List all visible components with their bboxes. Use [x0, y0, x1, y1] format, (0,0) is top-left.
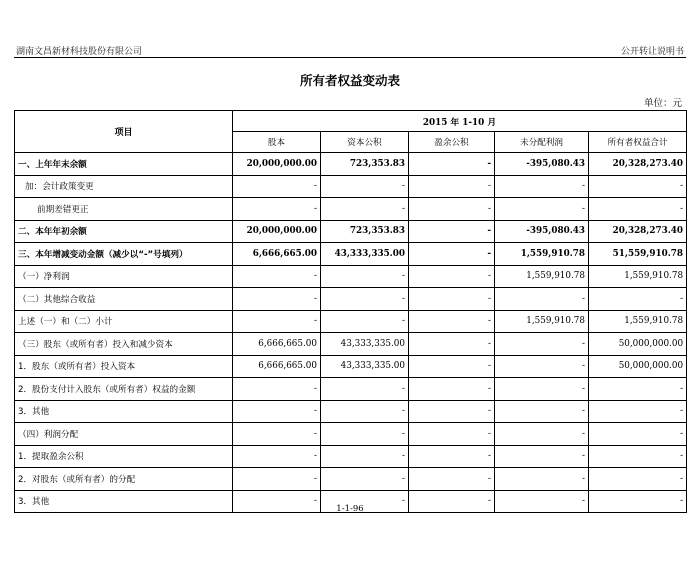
cell-value: -	[321, 490, 409, 513]
table-header-row	[15, 111, 687, 132]
cell-value: 1,559,910.78	[589, 265, 687, 288]
row-label: 三、本年增减变动金额（减少以“-”号填列）	[15, 243, 233, 266]
cell-value: -	[495, 355, 589, 378]
equity-change-table	[14, 110, 687, 513]
cell-value: 43,333,335.00	[321, 355, 409, 378]
cell-value: -	[233, 310, 321, 333]
cell-value: 1,559,910.78	[495, 243, 589, 266]
row-label: 3．其他	[15, 400, 233, 423]
cell-value: -	[233, 198, 321, 221]
cell-value: 1,559,910.78	[589, 310, 687, 333]
cell-value: -	[589, 445, 687, 468]
cell-value: -	[589, 198, 687, 221]
cell-value: -	[321, 378, 409, 401]
cell-value: -	[589, 288, 687, 311]
row-label: 二、本年年初余额	[15, 220, 233, 243]
cell-value: -	[233, 378, 321, 401]
cell-value: -	[409, 400, 495, 423]
unit-label: 单位：元	[643, 98, 682, 109]
table-row	[15, 355, 687, 378]
cell-value: -	[495, 378, 589, 401]
cell-value: -	[495, 198, 589, 221]
table-row	[15, 220, 687, 243]
row-label: 2．对股东（或所有者）的分配	[15, 468, 233, 491]
page-number: 1-1-96	[336, 504, 364, 514]
cell-value: -	[409, 310, 495, 333]
cell-value: -	[409, 153, 495, 176]
cell-value: -395,080.43	[495, 153, 589, 176]
cell-value: -	[409, 355, 495, 378]
cell-value: 723,353.83	[321, 220, 409, 243]
cell-value: -	[495, 175, 589, 198]
cell-value: 50,000,000.00	[589, 355, 687, 378]
row-label: 1．股东（或所有者）投入资本	[15, 355, 233, 378]
column-header: 股本	[233, 132, 321, 153]
row-label: 3．其他	[15, 490, 233, 513]
header-company: 湖南文昌新材科技股份有限公司	[16, 47, 143, 57]
cell-value: -	[589, 490, 687, 513]
cell-value: -	[495, 468, 589, 491]
column-header: 资本公积	[321, 132, 409, 153]
cell-value: -	[409, 445, 495, 468]
table-row	[15, 400, 687, 423]
row-label: 2．股份支付计入股东（或所有者）权益的金额	[15, 378, 233, 401]
cell-value: -	[409, 220, 495, 243]
cell-value: 6,666,665.00	[233, 333, 321, 356]
header-document-type: 公开转让说明书	[620, 47, 684, 57]
cell-value: -	[589, 423, 687, 446]
cell-value: -	[321, 310, 409, 333]
cell-value: -	[233, 175, 321, 198]
cell-value: -	[321, 175, 409, 198]
cell-value: -	[233, 445, 321, 468]
project-header: 项目	[15, 111, 233, 153]
cell-value: -	[589, 175, 687, 198]
cell-value: -	[589, 468, 687, 491]
cell-value: 20,328,273.40	[589, 220, 687, 243]
table-row	[15, 468, 687, 491]
cell-value: 20,328,273.40	[589, 153, 687, 176]
header-rule	[14, 57, 686, 58]
table-row	[15, 445, 687, 468]
cell-value: 6,666,665.00	[233, 243, 321, 266]
cell-value: -	[409, 333, 495, 356]
cell-value: 50,000,000.00	[589, 333, 687, 356]
period-header: 2015 年 1-10 月	[233, 111, 687, 132]
cell-value: 43,333,335.00	[321, 243, 409, 266]
row-label: （二）其他综合收益	[15, 288, 233, 311]
cell-value: -	[495, 445, 589, 468]
table-row	[15, 310, 687, 333]
row-label: 加：会计政策变更	[15, 175, 233, 198]
table-row	[15, 243, 687, 266]
cell-value: -	[233, 288, 321, 311]
column-header: 所有者权益合计	[589, 132, 687, 153]
column-header: 盈余公积	[409, 132, 495, 153]
cell-value: -	[321, 400, 409, 423]
row-label: 前期差错更正	[15, 198, 233, 221]
cell-value: -	[409, 423, 495, 446]
cell-value: -	[233, 265, 321, 288]
cell-value: -	[495, 333, 589, 356]
cell-value: -	[409, 490, 495, 513]
cell-value: -	[233, 423, 321, 446]
cell-value: -	[321, 468, 409, 491]
cell-value: -	[321, 198, 409, 221]
cell-value: 1,559,910.78	[495, 310, 589, 333]
cell-value: 20,000,000.00	[233, 220, 321, 243]
cell-value: 1,559,910.78	[495, 265, 589, 288]
cell-value: -395,080.43	[495, 220, 589, 243]
cell-value: 6,666,665.00	[233, 355, 321, 378]
column-header: 未分配利润	[495, 132, 589, 153]
table-row	[15, 288, 687, 311]
cell-value: -	[409, 198, 495, 221]
cell-value: -	[495, 490, 589, 513]
cell-value: -	[321, 265, 409, 288]
cell-value: 723,353.83	[321, 153, 409, 176]
cell-value: -	[233, 490, 321, 513]
cell-value: 51,559,910.78	[589, 243, 687, 266]
cell-value: -	[589, 400, 687, 423]
cell-value: 20,000,000.00	[233, 153, 321, 176]
table-row	[15, 265, 687, 288]
row-label: 1．提取盈余公积	[15, 445, 233, 468]
row-label: 上述（一）和（二）小计	[15, 310, 233, 333]
cell-value: -	[409, 468, 495, 491]
row-label: （四）利润分配	[15, 423, 233, 446]
cell-value: -	[495, 423, 589, 446]
table-row	[15, 175, 687, 198]
cell-value: -	[589, 378, 687, 401]
cell-value: -	[409, 378, 495, 401]
table-row	[15, 333, 687, 356]
row-label: 一、上年年末余额	[15, 153, 233, 176]
cell-value: 43,333,335.00	[321, 333, 409, 356]
cell-value: -	[321, 288, 409, 311]
table-row	[15, 378, 687, 401]
cell-value: -	[495, 288, 589, 311]
cell-value: -	[409, 288, 495, 311]
row-label: （三）股东（或所有者）投入和减少资本	[15, 333, 233, 356]
row-label: （一）净利润	[15, 265, 233, 288]
table-row	[15, 153, 687, 176]
cell-value: -	[409, 175, 495, 198]
cell-value: -	[409, 265, 495, 288]
table-row	[15, 198, 687, 221]
cell-value: -	[233, 468, 321, 491]
cell-value: -	[321, 423, 409, 446]
cell-value: -	[321, 445, 409, 468]
cell-value: -	[409, 243, 495, 266]
page-title: 所有者权益变动表	[299, 73, 400, 88]
cell-value: -	[495, 400, 589, 423]
table-row	[15, 423, 687, 446]
cell-value: -	[233, 400, 321, 423]
